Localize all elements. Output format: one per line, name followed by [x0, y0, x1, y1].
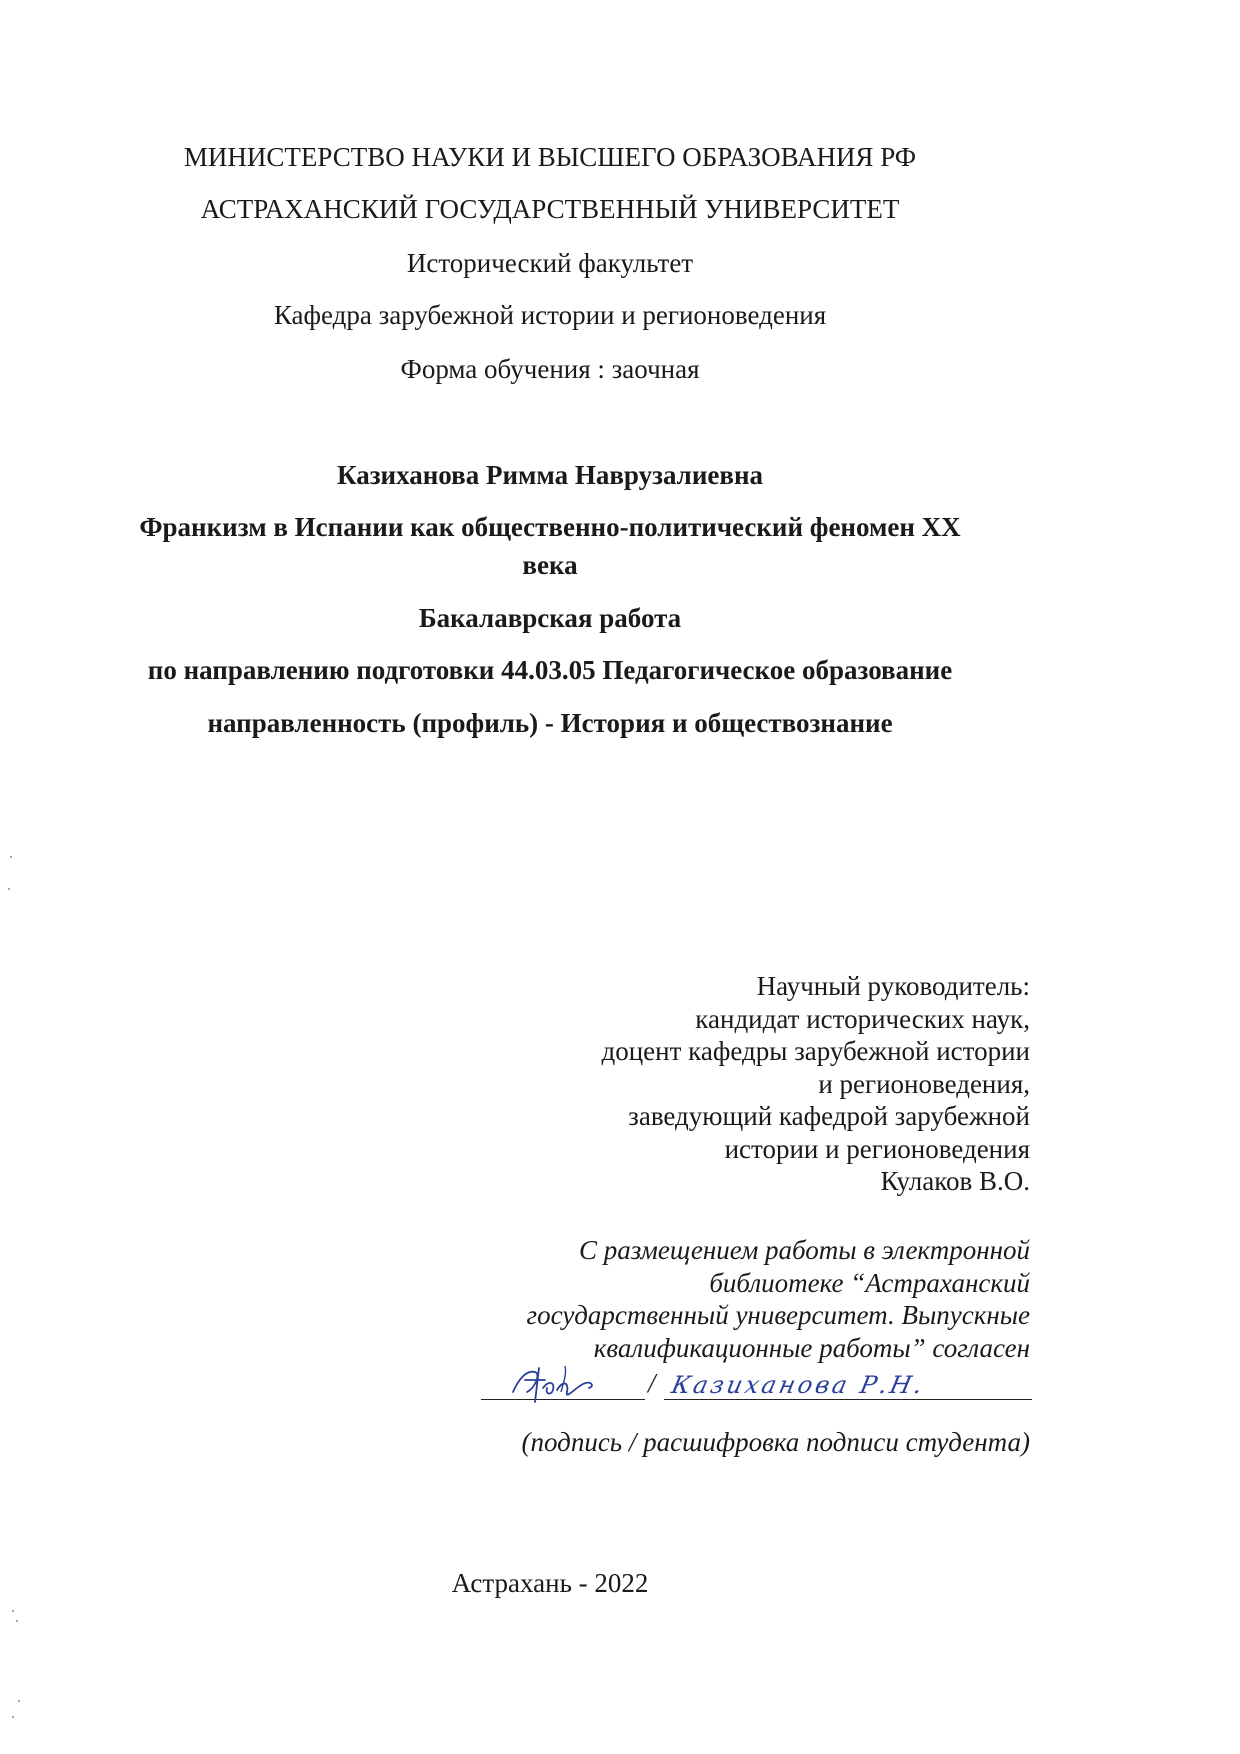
scan-speck: [16, 1620, 18, 1622]
profile-line: направленность (профиль) - История и обществознание: [207, 708, 893, 738]
city-year: Астрахань - 2022: [451, 1568, 649, 1598]
study-form: Форма обучения : заочная: [400, 354, 700, 384]
scan-speck: [12, 1716, 14, 1718]
signature-caption: (подпись / расшифровка подписи студента): [521, 1427, 1030, 1457]
student-signature-image: [505, 1358, 605, 1408]
scan-speck: [18, 1700, 20, 1702]
handwritten-name: Казиханова Р.Н.: [669, 1371, 928, 1399]
ministry-heading: МИНИСТЕРСТВО НАУКИ И ВЫСШЕГО ОБРАЗОВАНИЯ РФ: [183, 142, 917, 172]
work-type: Бакалаврская работа: [418, 603, 682, 633]
scan-speck: [8, 888, 10, 890]
consent-line: С размещением работы в электронной: [578, 1235, 1030, 1265]
supervisor-line: заведующий кафедрой зарубежной: [628, 1101, 1030, 1131]
consent-line: государственный университет. Выпускные: [526, 1300, 1030, 1330]
supervisor-line: кандидат исторических наук,: [695, 1003, 1030, 1034]
consent-line: квалификационные работы” согласен: [593, 1332, 1030, 1363]
supervisor-block: [602, 970, 1031, 1198]
university-heading: АСТРАХАНСКИЙ ГОСУДАРСТВЕННЫЙ УНИВЕРСИТЕТ: [200, 194, 900, 224]
scan-speck: [12, 1610, 14, 1612]
supervisor-line: доцент кафедры зарубежной истории: [601, 1036, 1030, 1066]
signature-slash: /: [648, 1368, 656, 1398]
scan-speck: [10, 856, 12, 858]
author-name: Казиханова Римма Наврузалиевна: [336, 460, 764, 490]
faculty-name: Исторический факультет: [406, 248, 694, 278]
supervisor-line: и регионоведения,: [818, 1068, 1030, 1099]
department-name: Кафедра зарубежной истории и регионоведения: [273, 300, 827, 330]
supervisor-line: истории и регионоведения: [724, 1133, 1030, 1164]
supervisor-name: Кулаков В.О.: [880, 1166, 1030, 1196]
work-title-line-2: века: [522, 550, 578, 580]
supervisor-line: Научный руководитель:: [756, 971, 1030, 1001]
name-underline: [664, 1399, 1032, 1400]
work-title-line-1: Франкизм в Испании как общественно-политический феномен XX: [139, 512, 961, 542]
direction-line: по направлению подготовки 44.03.05 Педагогическое образование: [147, 655, 953, 685]
consent-block: [527, 1234, 1030, 1364]
consent-line: библиотеке “Астраханский: [709, 1267, 1030, 1298]
